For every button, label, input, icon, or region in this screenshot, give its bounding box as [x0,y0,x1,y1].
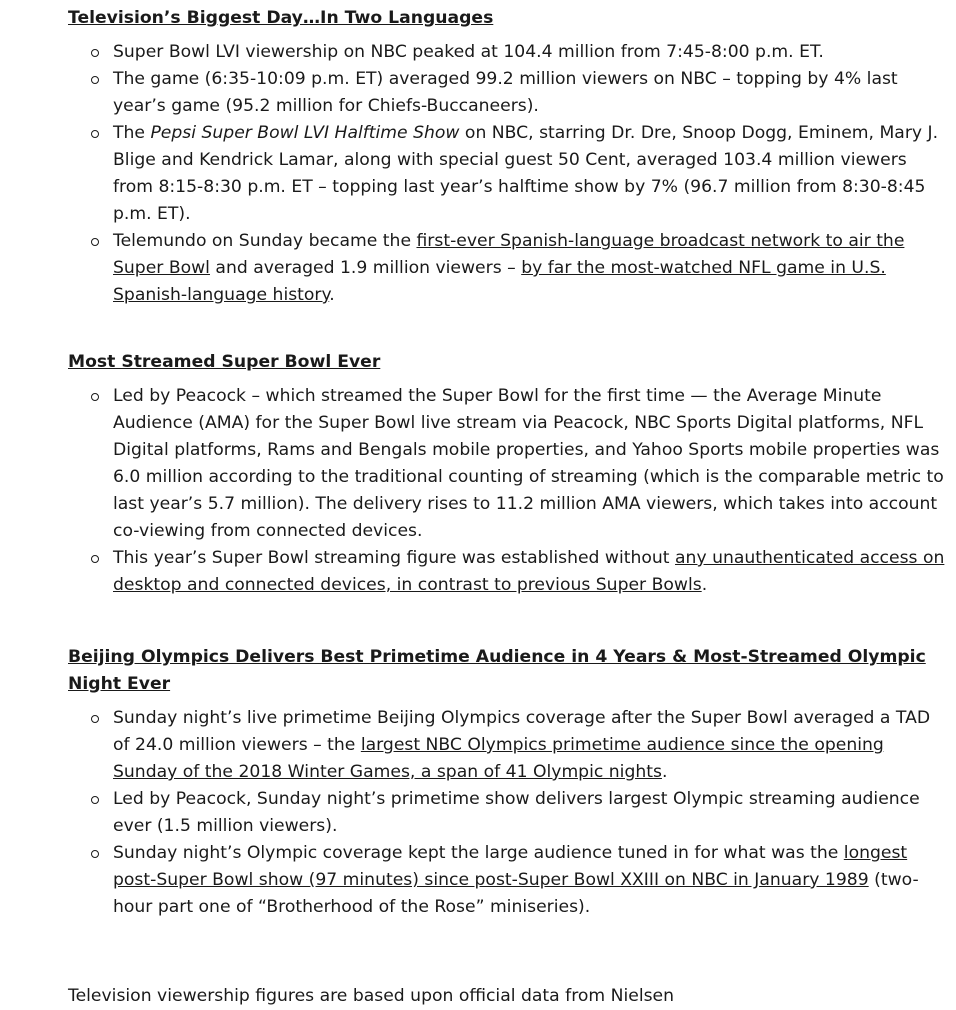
text-run: (two-hour part one of “Brotherhood of the Rose” miniseries). [113,870,919,917]
sections [68,5,952,921]
document-body [68,5,952,921]
inline-link[interactable]: largest NBC Olympics primetime audience since the opening Sunday of the 2018 Winter Games, a span of 41 Olympic nights [113,735,884,782]
section-heading: Most Streamed Super Bowl Ever [68,352,381,372]
text-run: Led by Peacock – which streamed the Super Bowl for the first time — the Average Minute Audience (AMA) for the Super Bowl live stream via Peacock, NBC Sports Digital platforms, NFL Digital platforms, Rams and Bengals mobile properties, and Yahoo Sports mobile properties was 6.0 million according to the traditional counting of streaming (which is the comparable metric to last year’s 5.7 million). The delivery rises to 11.2 million AMA viewers, which takes into account co-viewing from connected devices. [113,386,944,541]
inline-link[interactable]: longest post-Super Bowl show (97 minutes) since post-Super Bowl XXIII on NBC in January 1989 [113,843,908,890]
bullet-list [68,705,952,921]
bullet-list [68,383,952,599]
bullet-list [68,39,952,309]
text-run: . [701,575,708,595]
footer-note: Television viewership figures are based upon official data from Nielsen [68,986,675,1006]
text-run: . [329,285,335,305]
inline-link[interactable]: by far the most-watched NFL game in U.S. Spanish-language history [113,258,886,305]
section-spacer [68,599,952,644]
text-run: on NBC, starring Dr. Dre, Snoop Dogg, Eminem, Mary J. Blige and Kendrick Lamar, along with special guest 50 Cent, averaged 103.4 million viewers from 8:15-8:30 p.m. ET – topping last year’s halftime show by 7% (96.7 million from 8:30-8:45 p.m. ET). [113,123,939,224]
list-item [113,545,952,599]
text-run: . [661,762,668,782]
text-run: Super Bowl LVI viewership on NBC peaked at 104.4 million from 7:45-8:00 p.m. ET. [113,42,824,62]
list-item [113,840,952,921]
section-heading: Television’s Biggest Day…In Two Languages [68,8,494,28]
list-item [113,383,952,545]
section-spacer [68,309,952,349]
text-run: Sunday night’s Olympic coverage kept the large audience tuned in for what was the [113,843,844,863]
italic-text: Pepsi Super Bowl LVI Halftime Show [150,123,460,143]
text-run: This year’s Super Bowl streaming figure was established without [113,548,676,568]
text-run: The [113,123,151,143]
text-run: Led by Peacock, Sunday night’s primetime show delivers largest Olympic streaming audience ever (1.5 million viewers). [113,789,920,836]
list-item [113,66,952,120]
inline-link[interactable]: any unauthenticated access on desktop and connected devices, in contrast to previous Super Bowls [113,548,945,595]
section-heading: Beijing Olympics Delivers Best Primetime Audience in 4 Years & Most-Streamed Olympic Night Ever [68,647,926,694]
list-item [113,120,952,228]
text-run: and averaged 1.9 million viewers – [209,258,522,278]
list-item [113,705,952,786]
text-run: Sunday night’s live primetime Beijing Olympics coverage after the Super Bowl averaged a TAD of 24.0 million viewers – the [113,708,931,755]
text-run: The game (6:35-10:09 p.m. ET) averaged 99.2 million viewers on NBC – topping by 4% last year’s game (95.2 million for Chiefs-Buccaneers). [113,69,898,116]
list-item [113,39,952,66]
inline-link[interactable]: first-ever Spanish-language broadcast network to air the Super Bowl [113,231,905,278]
list-item [113,228,952,309]
list-item [113,786,952,840]
text-run: Telemundo on Sunday became the [113,231,417,251]
